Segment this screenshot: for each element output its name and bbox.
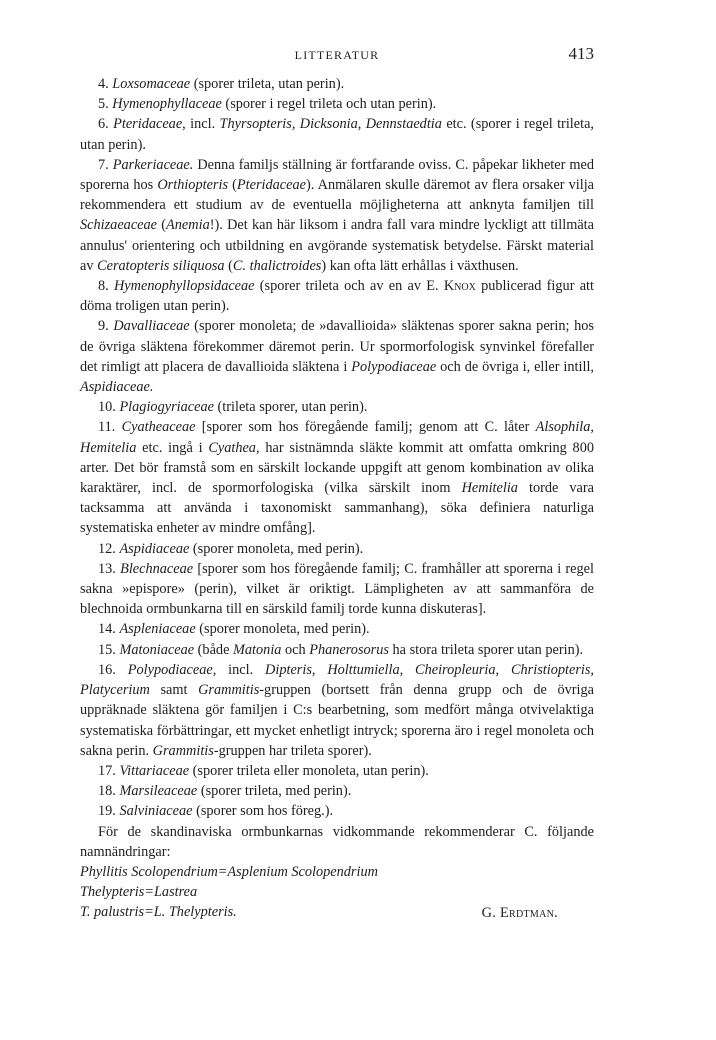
signature-text: G. Erdtman. <box>481 904 558 921</box>
paragraph-p6 <box>80 114 594 154</box>
page-number: 413 <box>568 44 594 63</box>
taxon-name: Davalliaceae <box>113 318 190 335</box>
paragraph-p7 <box>80 155 594 276</box>
text-run: 11. <box>98 419 122 436</box>
running-header <box>80 44 594 68</box>
text-run: 6. <box>98 116 114 133</box>
taxon-name: Hymenophyllaceae <box>112 96 222 113</box>
taxon-name: Marsileaceae <box>119 783 198 800</box>
paragraph-p19 <box>80 801 594 821</box>
text-run: (både <box>194 641 233 658</box>
text-run: ). Anmälaren skulle däremot av flera orsaker vilja rekommendera ett studium av de eventuella möjligheterna att anknyta familjen till <box>80 177 595 214</box>
taxon-name: Salviniaceae <box>119 803 193 820</box>
author-name: Knox <box>443 278 476 295</box>
text-run: 12. <box>98 540 120 557</box>
text-run: -gruppen har trileta sporer). <box>213 742 372 759</box>
paragraph-p15 <box>80 640 594 660</box>
article-body <box>80 74 594 923</box>
taxon-name: Ceratopteris siliquosa <box>97 257 225 274</box>
text-run: 18. <box>98 783 120 800</box>
text-run: 9. <box>98 318 114 335</box>
text-run: samt <box>149 682 199 699</box>
paragraph-p12 <box>80 539 594 559</box>
text-run: (sporer trileta, utan perin). <box>190 76 345 92</box>
text-run: 8. <box>98 278 114 295</box>
text-run: 19. <box>98 803 120 820</box>
taxon-name: Thyrsopteris, Dicksonia, Dennstaedtia <box>219 116 442 133</box>
taxon-name: Polypodiaceae <box>351 358 437 375</box>
paragraph-list <box>80 74 594 862</box>
name-change-line: Phyllitis Scolopendrium=Asplenium Scolopendrium <box>80 863 378 880</box>
text-run: 15. <box>98 641 120 658</box>
taxon-name: Alsophila, Hemitelia <box>80 419 594 456</box>
taxon-name: Schizaeaceae <box>80 217 158 234</box>
taxon-name: Hymenophyllopsidaceae <box>113 278 255 295</box>
text-run: 5. <box>98 96 113 113</box>
taxon-name: C. thalictroides <box>232 257 322 274</box>
taxon-name: Matonia <box>233 641 282 658</box>
taxon-name: Pteridaceae <box>236 177 306 194</box>
text-run: incl. <box>216 661 266 678</box>
text-run: 13. <box>98 560 121 577</box>
text-run: [sporer som hos föregående familj; C. framhåller att sporerna i regel sakna »epispore» (perin), vilket är oriktigt. Lämpligheten av att sammanföra de blechnoida ormbunkarna till en särskild familj torde kunna diskuteras]. <box>80 560 594 618</box>
paragraph-p17 <box>80 761 594 781</box>
text-run: !). Det kan här liksom i andra fall vara mindre lyckligt att tillmäta annulus' orientering och utbildning en avgörande systematisk betydelse. Färskt material av <box>80 217 594 274</box>
text-run: 17. <box>98 762 120 779</box>
text-run: Denna familjs ställning är fortfarande oviss. C. påpekar likheter med sporerna hos <box>80 156 595 194</box>
text-run: (sporer trileta, med perin). <box>197 783 352 800</box>
paragraph-p8 <box>80 276 594 316</box>
text-run: och <box>281 641 310 658</box>
text-run: incl. <box>185 116 220 133</box>
text-run: ( <box>228 177 237 194</box>
paragraph-p5 <box>80 94 594 114</box>
text-run: ( <box>224 257 233 274</box>
taxon-name: Grammitis <box>152 742 214 759</box>
taxon-name: Polypodiaceae, <box>127 661 217 678</box>
text-run: och de övriga i, eller intill, <box>436 358 594 375</box>
text-run: (sporer i regel trileta och utan perin). <box>221 96 437 113</box>
text-run: publicerad figur att döma troligen utan perin). <box>80 278 595 315</box>
paragraph-p4 <box>80 74 594 94</box>
taxon-name: Pteridaceae, <box>113 116 186 133</box>
text-run: ) kan ofta lätt erhållas i växthusen. <box>321 257 519 274</box>
paragraph-p20 <box>80 822 594 862</box>
text-run: 14. <box>98 621 120 638</box>
taxon-name: Anemia <box>166 217 210 234</box>
taxon-name: Cyathea, <box>208 439 260 456</box>
text-run: 7. <box>98 156 113 173</box>
paragraph-p10 <box>80 397 594 417</box>
paragraph-p9 <box>80 316 594 397</box>
taxon-name: Loxsomaceae <box>112 76 191 92</box>
running-title: LITTERATUR <box>294 48 380 62</box>
text-run: För de skandinaviska ormbunkarnas vidkommande rekommenderar C. följande namnändringar: <box>80 823 594 860</box>
taxon-name: Vittariaceae <box>119 762 190 779</box>
paragraph-p11 <box>80 417 594 538</box>
text-run: (trileta sporer, utan perin). <box>213 399 368 416</box>
text-run: (sporer trileta och av en av E. <box>254 278 444 295</box>
text-run: ( <box>157 217 167 234</box>
text-run: 16. <box>98 661 128 678</box>
taxon-name: Parkeriaceae. <box>112 156 194 173</box>
taxon-name: Phanerosorus <box>309 641 389 658</box>
taxon-name: Plagiogyriaceae <box>119 399 214 416</box>
paragraph-p13 <box>80 559 594 620</box>
paragraph-p18 <box>80 781 594 801</box>
taxon-name: Orthiopteris <box>157 177 229 194</box>
text-run: ha stora trileta sporer utan perin). <box>388 641 584 658</box>
text-run: 4. <box>98 76 113 92</box>
text-run: (sporer monoleta, med perin). <box>195 621 370 638</box>
name-change-line: T. palustris=L. Thelypteris. <box>80 904 237 921</box>
taxon-name: Dipteris, Holttumiella, Cheiropleuria, Christiopteris, Platycerium <box>80 661 594 699</box>
taxon-name: Blechnaceae <box>120 560 194 577</box>
taxon-name: Aspleniaceae <box>119 621 196 638</box>
text-run: (sporer monoleta; de »davallioida» släktenas sporer sakna perin; hos de övriga släktena förekommer däremot perin. Ur spormorfologisk synvinkel förefaller det rimligt att placera de davallioida släktena i <box>80 318 594 375</box>
text-run: [sporer som hos föregående familj; genom att C. låter <box>195 419 536 436</box>
taxon-name: Cyatheaceae <box>121 419 196 436</box>
taxon-name: Grammitis <box>198 682 260 699</box>
taxon-name: Hemitelia <box>461 480 518 497</box>
text-run: torde vara tacksamma att använda i taxonomiskt sammanhang), söka definiera naturliga systematiska enheter av mindre omfång]. <box>80 480 595 537</box>
paragraph-p14 <box>80 619 594 639</box>
name-change-line: Thelypteris=Lastrea <box>80 884 198 901</box>
text-run: etc. ingå i <box>136 439 209 456</box>
text-run: har sistnämnda släkte kommit att omfatta omkring 800 arter. Det bör framstå som en särskilt lockande uppgift att genom kombination av olika karaktärer, incl. de spormorfologiska (vilka särskilt inom <box>80 439 594 497</box>
text-run: 10. <box>98 399 120 416</box>
taxon-name: Matoniaceae <box>119 641 195 658</box>
taxon-name: Aspidiaceae <box>119 540 190 557</box>
text-run: (sporer monoleta, med perin). <box>189 540 364 557</box>
text-run: etc. (sporer i regel trileta, utan perin). <box>80 116 595 153</box>
paragraph-p16 <box>80 660 594 761</box>
taxon-name: Aspidiaceae. <box>80 379 154 396</box>
text-run: -gruppen (bortsett från denna grupp och de övriga uppräknade släktena gör familjen i C:s bearbetning, som medfört många otvivelaktiga systematiska förbättringar, ett mycket enhetligt intryck; sporerna äro i regel monoleta och sakna perin. <box>80 682 594 759</box>
text-run: (sporer trileta eller monoleta, utan perin). <box>189 762 429 779</box>
text-run: (sporer som hos föreg.). <box>192 803 334 820</box>
